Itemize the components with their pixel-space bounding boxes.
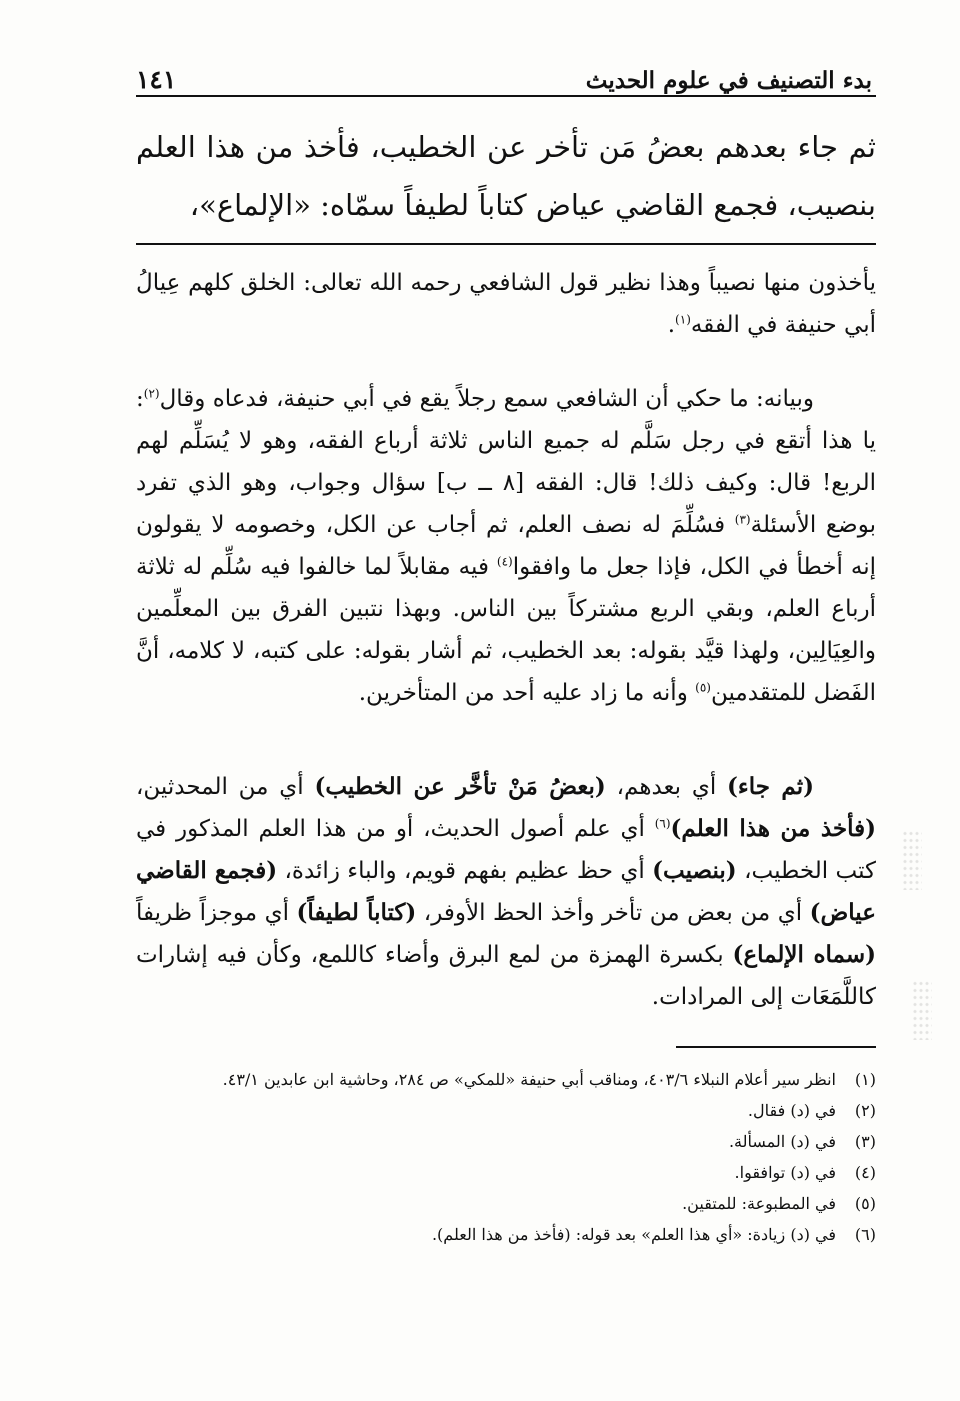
commentary-paragraph-1	[136, 262, 876, 346]
quoted-matn: (كتاباً لطيفاً)	[296, 899, 417, 926]
paragraph-text: بكسرة الهمزة من لمع البرق وأضاء كاللمع، وكأن فيه إشارات كاللَّمَعَات إلى المرادات.	[136, 942, 876, 1010]
header-rule	[136, 95, 876, 97]
footnote-number: (١)	[854, 1070, 876, 1089]
footnote-ref[interactable]: (١)	[675, 312, 691, 327]
footnote-item	[136, 1126, 876, 1157]
footnote-item	[136, 1157, 876, 1188]
paragraph-text: وأنه ما زاد عليه أحد من المتأخرين.	[358, 680, 696, 706]
paragraph-text: وبيانه: ما حكي أن الشافعي سمع رجلاً يقع في أبي حنيفة، فدعاه وقال	[159, 386, 814, 412]
footnote-item	[136, 1188, 876, 1219]
matn-text: ثم جاء بعدهم بعضُ مَن تأخر عن الخطيب، فأخذ من هذا العلم بنصيب، فجمع القاضي عياض كتاباً لطيفاً سمّاه: «الإلماع»،	[136, 130, 876, 222]
paragraph-text: أي بعدهم،	[605, 774, 727, 800]
footnote-ref[interactable]: (٦)	[654, 816, 671, 831]
paragraph-text: يأخذون منها نصيباً وهذا نظير قول الشافعي رحمه الله تعالى: الخلق كلهم عِيالُ أبي حنيفة في الفقه	[136, 270, 876, 338]
footnotes	[136, 1064, 876, 1250]
footnote-item	[136, 1095, 876, 1126]
matn-divider	[136, 243, 876, 245]
footnote-text: في (د) فقال.	[747, 1101, 836, 1120]
running-header	[136, 54, 872, 94]
footnote-number: (٢)	[854, 1101, 876, 1120]
footnote-number: (٦)	[854, 1225, 876, 1244]
footnote-ref[interactable]: (٤)	[496, 554, 513, 569]
header-title: بدء التصنيف في علوم الحديث	[585, 67, 872, 94]
footnote-divider	[676, 1046, 876, 1048]
paragraph-text: .	[667, 312, 676, 338]
paragraph-text: أي علم أصول الحديث، أو من هذا العلم المذكور في كتب الخطيب،	[136, 816, 876, 884]
footnote-ref[interactable]: (٣)	[734, 512, 751, 527]
commentary-paragraph-3	[136, 766, 876, 1018]
footnote-number: (٤)	[854, 1163, 876, 1182]
scan-speckle	[902, 830, 922, 890]
quoted-matn: (ثم جاء)	[727, 773, 814, 800]
quoted-matn: (فأخذ من هذا العلم)	[670, 815, 876, 842]
footnote-item	[136, 1219, 876, 1250]
paragraph-text: أي من بعض من تأخر وأخذ الحظ الأوفر،	[416, 900, 810, 926]
paragraph-text: أي موجزاً ظريفاً	[136, 900, 297, 926]
footnote-text: في (د) زيادة: «أي هذا العلم» بعد قوله: (فأخذ من هذا العلم).	[431, 1225, 836, 1244]
paragraph-text: : يا هذا أتقع في رجل سَلَّم له جميع الناس ثلاثة أرباع الفقه، وهو لا يُسَلِّم لهم الربع! قال: وكيف ذلك! قال: الفقه [٨ ــ ب] سؤال وجواب، وهو الذي تفرد بوضع الأسئلة	[136, 386, 876, 538]
footnote-ref[interactable]: (٥)	[695, 680, 711, 695]
footnote-ref[interactable]: (٢)	[143, 386, 160, 401]
footnote-item	[136, 1064, 876, 1095]
footnote-number: (٥)	[854, 1194, 876, 1213]
footnote-text: في (د) توافقوا.	[734, 1163, 836, 1182]
paragraph-text: أي حظ عظيم بفهم قويم، والباء زائدة،	[277, 858, 653, 884]
quoted-matn: (فجمع القاضي عياض)	[136, 857, 876, 926]
quoted-matn: (سماه الإلماع)	[732, 941, 876, 968]
commentary-paragraph-2	[136, 378, 876, 714]
paragraph-text: فيه مقابلاً لما خالفوا فيه سُلِّم له ثلاثة أرباع العلم، وبقي الربع مشتركاً بين الناس. وبهذا نتبين الفرق بين المعلِّمين والعِيَالِين، ولهذا قيَّد بقوله: بعد الخطيب، ثم أشار بقوله: على كتبه، لا كلامه، أنَّ الفَضل للمتقدمين	[136, 554, 876, 706]
quoted-matn: (بعضُ مَنْ تأخَّر عن الخطيب)	[314, 773, 606, 800]
scan-speckle	[912, 980, 932, 1040]
footnote-number: (٣)	[854, 1132, 876, 1151]
paragraph-text: أي من المحدثين،	[136, 774, 315, 800]
page-number: ١٤١	[136, 65, 177, 94]
quoted-matn: (بنصيب)	[652, 857, 737, 884]
footnote-text: في المطبوعة: للمتقين.	[682, 1194, 836, 1213]
footnote-text: انظر سير أعلام النبلاء ٤٠٣/٦، ومناقب أبي حنيفة «للمكي» ص ٢٨٤، وحاشية ابن عابدين ٤٣/١.	[222, 1070, 836, 1089]
paragraph-text: فسُلِّمَ له نصف العلم، ثم أجاب عن الكل، وخصومه لا يقولون إنه أخطأ في الكل، فإذا جعل ما وافقوا	[136, 512, 876, 580]
footnote-text: في (د) المسألة.	[728, 1132, 836, 1151]
